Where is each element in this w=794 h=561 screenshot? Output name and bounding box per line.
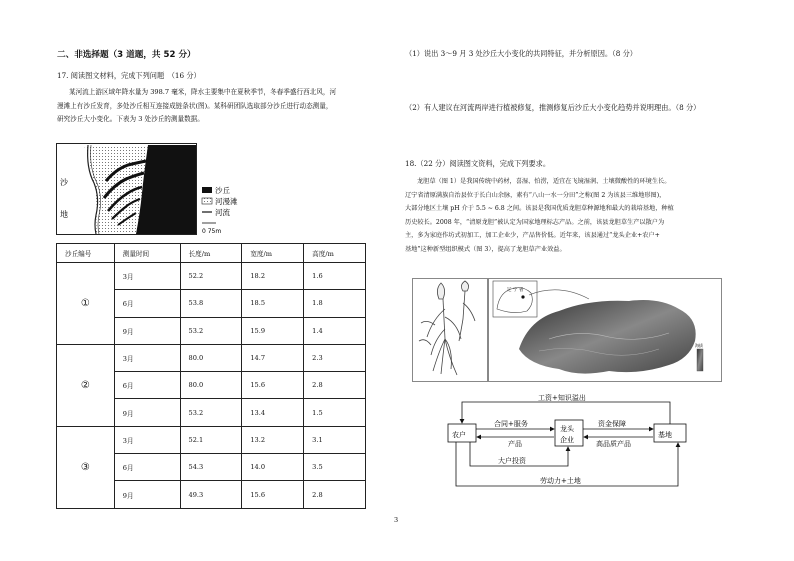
table-cell: 13.2 [242, 426, 304, 453]
header-length: 长度/m [180, 244, 242, 263]
inset-label: 辽 宁 省 [507, 288, 524, 293]
q18-line: 基地”这种新型组织模式（图 3），提高了龙胆草产业效益。 [405, 245, 566, 253]
q18-line: 大部分地区土壤 pH 介于 5.5 ~ 6.8 之间。该县是我国优质龙胆草种源地和最大的栽培基地，种植 [405, 205, 674, 212]
dune-id-cell: ③ [57, 426, 115, 508]
q17-line: 某河流上游区域年降水量为 398.7 毫米，降水主要集中在夏秋季节，冬春季盛行西北风，河 [69, 88, 337, 96]
legend-river-label: 河流 [215, 208, 230, 217]
dune-id-cell: ② [57, 344, 115, 426]
q18-line: 主，多为家庭作坊式初加工，加工企业少，产品售价低。近年来，该县通过“龙头企业+农户+ [405, 232, 660, 239]
gentian-plant-illustration [412, 278, 488, 382]
table-cell: 13.4 [242, 399, 304, 426]
table-cell: 15.9 [242, 317, 304, 344]
legend-dune-swatch [202, 187, 212, 193]
enterprise-label-1: 龙头 [560, 425, 574, 433]
sand-label-bottom: 地 [60, 210, 68, 219]
legend-dune-label: 沙丘 [215, 186, 230, 195]
table-cell: 14.7 [242, 344, 304, 371]
organization-flow-diagram [438, 392, 698, 494]
table-cell: 1.8 [304, 290, 366, 317]
plant-drawing [413, 279, 487, 381]
table-cell: 3月 [114, 263, 180, 290]
legend-floodplain-label: 河漫滩 [215, 197, 238, 206]
table-cell: 9月 [114, 481, 180, 508]
table-cell: 2.3 [304, 344, 366, 371]
q17-paragraph [57, 86, 362, 127]
table-cell: 9月 [114, 399, 180, 426]
flow-quality-label: 高品质产品 [596, 440, 631, 448]
elevation-legend-bar [697, 349, 703, 371]
table-cell: 53.2 [180, 317, 242, 344]
dune-map-figure [56, 143, 262, 241]
terrain-map [488, 278, 722, 382]
q18-line: 龙胆草（图 1）是我国传统中药材，喜湿、怕涝，适宜在飞镜湿润、土壤微酸性的环境生长。 [417, 178, 671, 185]
table-cell: 3月 [114, 426, 180, 453]
table-row [57, 426, 366, 453]
table-cell: 53.2 [180, 399, 242, 426]
inset-county-dot [521, 295, 524, 298]
q17-title: 17. 阅读图文材料，完成下列问题 （16 分） [57, 71, 201, 80]
q17-sub1: （1）说出 3～9 月 3 处沙丘大小变化的共同特征，并分析原因。（8 分） [405, 49, 637, 58]
table-cell: 6月 [114, 454, 180, 481]
scale-label: 0 75m [202, 228, 222, 235]
table-cell: 49.3 [180, 481, 242, 508]
flow-labor-label: 劳动力+土地 [540, 477, 581, 485]
table-cell: 52.2 [180, 263, 242, 290]
header-dune-id: 沙丘编号 [57, 244, 115, 263]
table-cell: 15.6 [242, 372, 304, 399]
table-cell: 14.0 [242, 454, 304, 481]
flow-top-label: 工资+知识溢出 [538, 394, 586, 402]
q17-line: 漫滩上有沙丘发育，多处沙丘相互连接成链条状(图)。某科研团队选取部分沙丘进行动态测量， [57, 101, 333, 110]
dune-map [56, 143, 262, 241]
header-height: 高度/m [304, 244, 366, 263]
flow-contract-label: 合同+服务 [494, 420, 528, 428]
farmer-label: 农户 [452, 431, 466, 439]
q18-line: 辽宁省清原满族自治县位于长白山余脉，素有“八山一水一分田”之称(图 2 为该县三维地形图)， [405, 191, 666, 199]
table-cell: 18.5 [242, 290, 304, 317]
q18-title: 18.（22 分）阅读图文资料，完成下列要求。 [405, 159, 551, 168]
base-label: 基地 [658, 431, 672, 439]
table-cell: 9月 [114, 317, 180, 344]
dune-id-cell: ① [57, 263, 115, 345]
table-cell: 15.6 [242, 481, 304, 508]
section-title: 二、非选择题（3 道题，共 52 分） [57, 50, 196, 60]
table-cell: 2.8 [304, 372, 366, 399]
table-cell: 3月 [114, 344, 180, 371]
table-cell: 80.0 [180, 344, 242, 371]
inset-pointer [529, 290, 589, 299]
legend-floodplain-swatch [202, 198, 212, 204]
flow-svg [438, 392, 698, 494]
table-cell: 6月 [114, 290, 180, 317]
page-number: 3 [394, 516, 399, 524]
table-cell: 80.0 [180, 372, 242, 399]
header-width: 宽度/m [242, 244, 304, 263]
flow-invest-label: 大户投资 [498, 457, 526, 465]
table-cell: 18.2 [242, 263, 304, 290]
flow-capital-label: 资金保障 [598, 420, 626, 428]
table-row [57, 344, 366, 371]
table-cell: 6月 [114, 372, 180, 399]
table-cell: 52.1 [180, 426, 242, 453]
table-header-row [57, 244, 366, 263]
q17-line: 研究沙丘大小变化。下表为 3 处沙丘的测量数据。 [57, 115, 204, 123]
table-cell: 1.6 [304, 263, 366, 290]
q18-line: 历史较长。2008 年，“清原龙胆”被认定为国家地理标志产品。之前，该县龙胆草生产以散户为 [405, 218, 665, 226]
table-cell: 1.5 [304, 399, 366, 426]
table-cell: 3.1 [304, 426, 366, 453]
elevation-legend-title: 海拔 [695, 343, 703, 348]
table-cell: 54.3 [180, 454, 242, 481]
table-row [57, 263, 366, 290]
q17-sub2: （2）有人建议在河流两岸进行植被修复，推测修复后沙丘大小变化趋势并说明理由。（8 分） [405, 103, 701, 112]
enterprise-label-2: 企业 [560, 436, 574, 444]
table-cell: 3.5 [304, 454, 366, 481]
dune-measurement-table [56, 243, 366, 509]
sand-label-top: 沙 [60, 178, 68, 187]
flow-product-label: 产品 [508, 440, 522, 448]
table-cell: 53.8 [180, 290, 242, 317]
q18-paragraph [405, 175, 745, 256]
table-cell: 1.4 [304, 317, 366, 344]
terrain-map-svg [489, 279, 721, 381]
table-cell: 2.8 [304, 481, 366, 508]
header-time: 测量时间 [114, 244, 180, 263]
